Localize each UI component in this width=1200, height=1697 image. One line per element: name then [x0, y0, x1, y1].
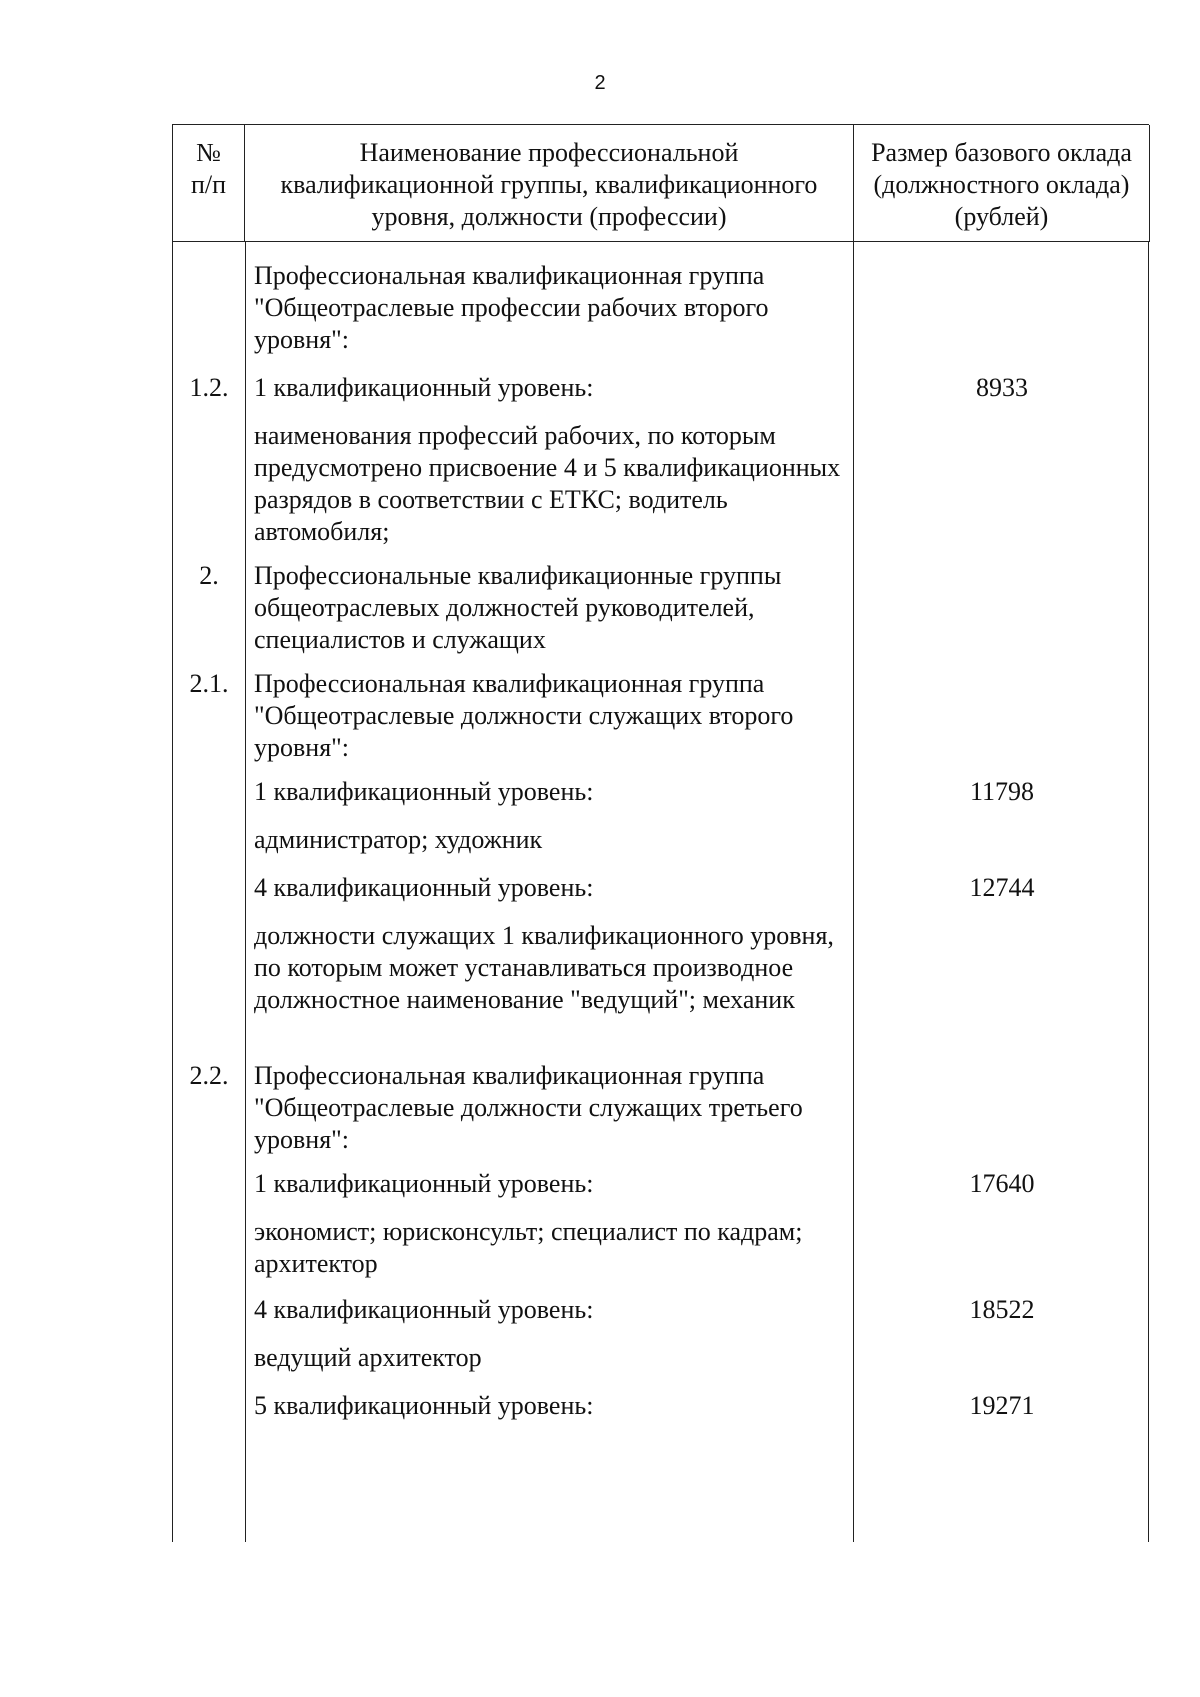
row-text: экономист; юрисконсульт; специалист по кадрам; архитектор	[254, 1217, 803, 1278]
row-text: ведущий архитектор	[254, 1343, 482, 1372]
row-text: 5 квалификационный уровень:	[254, 1391, 594, 1420]
row-text: 4 квалификационный уровень:	[254, 1295, 594, 1324]
row-salary: 11798	[969, 777, 1035, 806]
row-num: 2.	[199, 561, 219, 590]
row-text: 1 квалификационный уровень:	[254, 373, 594, 402]
row-text: 1 квалификационный уровень:	[254, 1169, 594, 1198]
row-text: Профессиональные квалификационные группы общеотраслевых должностей руководителей, специалистов и служащих	[254, 561, 782, 654]
row-salary: 18522	[969, 1295, 1035, 1324]
row-salary: 19271	[969, 1391, 1035, 1420]
column-num	[173, 242, 245, 1542]
table-header	[172, 124, 1149, 242]
row-num: 2.1.	[189, 669, 229, 698]
row-num: 1.2.	[189, 373, 229, 402]
page-number: 2	[594, 72, 606, 94]
header-num: № п/п	[173, 125, 245, 242]
row-salary: 12744	[969, 873, 1035, 902]
header-salary: Размер базового оклада (должностного оклада) (рублей)	[854, 125, 1150, 242]
table-body	[172, 242, 1149, 1542]
row-text: должности служащих 1 квалификационного уровня, по которым может устанавливаться производное должностное наименование "ведущий"; механик	[254, 921, 834, 1014]
row-text: Профессиональная квалификационная группа "Общеотраслевые профессии рабочих второго уровня":	[254, 261, 769, 354]
row-text: наименования профессий рабочих, по которым предусмотрено присвоение 4 и 5 квалификационных разрядов в соответствии с ЕТКС; водитель автомобиля;	[254, 421, 841, 546]
row-text: 4 квалификационный уровень:	[254, 873, 594, 902]
row-text: администратор; художник	[254, 825, 543, 854]
header-name: Наименование профессиональной квалификационной группы, квалификационного уровня, должности (профессии)	[245, 125, 854, 242]
row-num: 2.2.	[189, 1061, 229, 1090]
salary-table	[172, 124, 1149, 1542]
row-text: 1 квалификационный уровень:	[254, 777, 594, 806]
row-text: Профессиональная квалификационная группа "Общеотраслевые должности служащих третьего уровня":	[254, 1061, 803, 1154]
column-salary	[854, 242, 1150, 1542]
row-salary: 17640	[969, 1169, 1035, 1198]
column-name	[245, 242, 854, 1542]
row-salary: 8933	[976, 373, 1028, 402]
row-text: Профессиональная квалификационная группа "Общеотраслевые должности служащих второго уровня":	[254, 669, 794, 762]
